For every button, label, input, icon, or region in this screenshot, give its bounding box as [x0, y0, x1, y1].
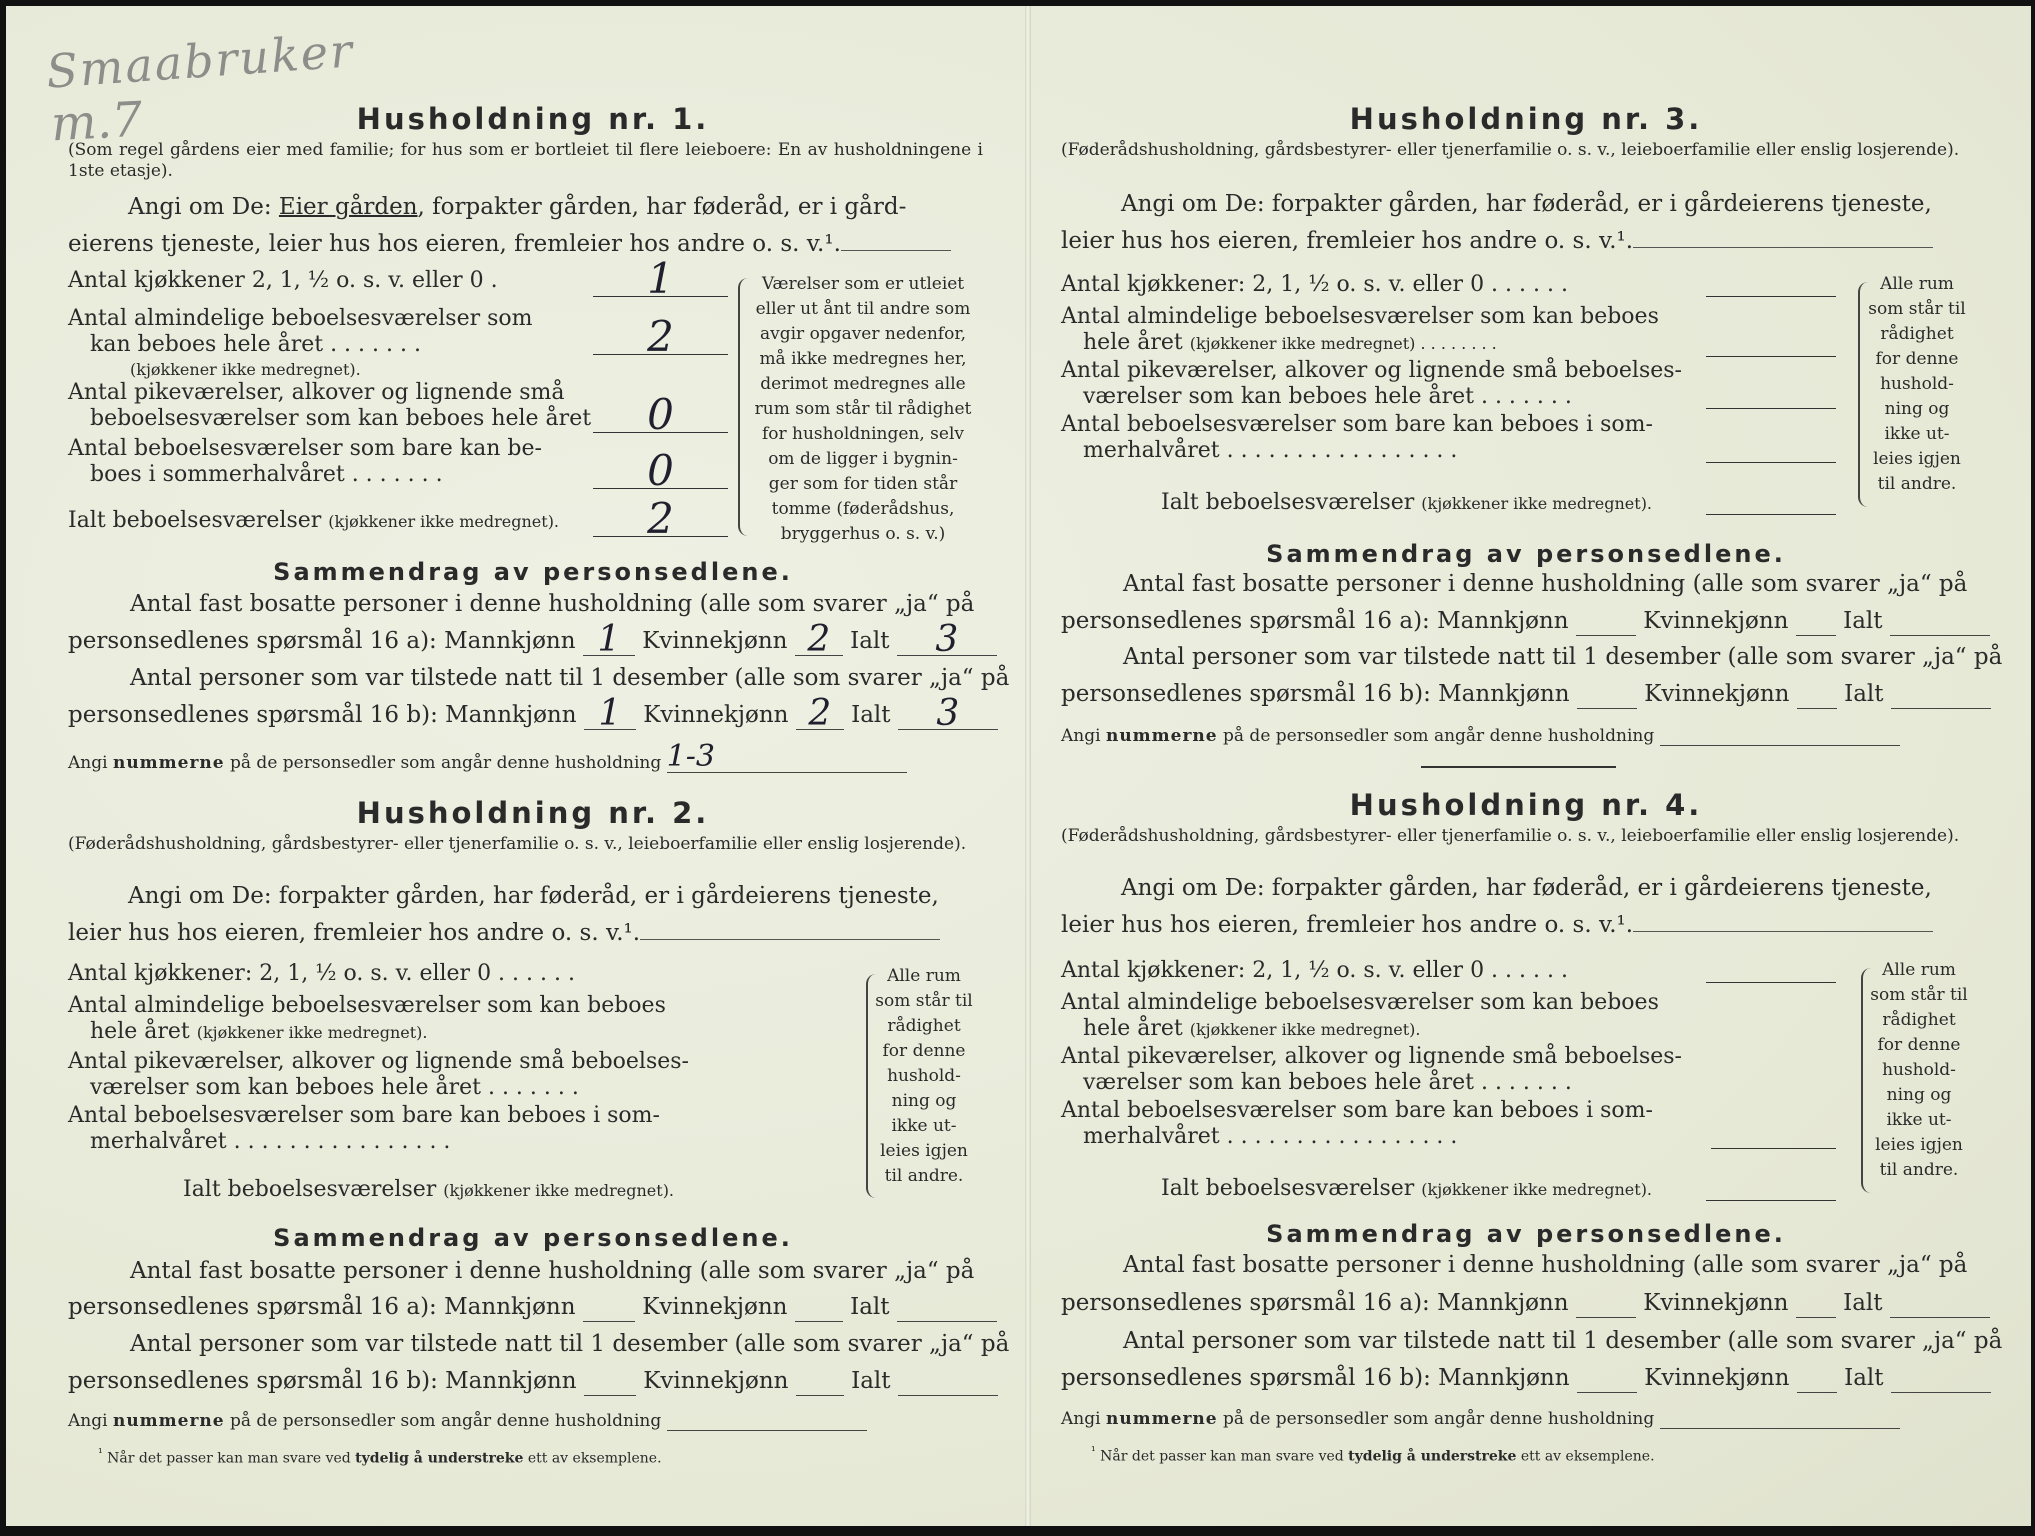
- summary-b-line: personsedlenes spørsmål 16 b): Mannkjønn Kvinnekjønn Ialt: [1061, 679, 1991, 709]
- summer-rooms-value[interactable]: 0: [593, 456, 728, 489]
- household-note: (Føderådshusholdning, gårdsbestyrer- eller tjenerfamilie o. s. v., leieboerfamilie eller enslig losjerende).: [1061, 140, 1960, 160]
- total-16b-field[interactable]: [1891, 1364, 1991, 1393]
- numbers-line: Angi nummerne på de personsedler som angår denne husholdning: [1061, 1409, 1900, 1429]
- summary-b-line: personsedlenes spørsmål 16 b): Mannkjønn Kvinnekjønn Ialt: [1061, 1363, 1991, 1393]
- handwritten-note-line2: m.7: [49, 91, 144, 153]
- person-numbers-value[interactable]: 1-3: [667, 744, 907, 773]
- row-label-2: boes i sommerhalvåret . . . . . . .: [90, 462, 443, 487]
- women-16b-value[interactable]: 2: [796, 701, 844, 730]
- angi-paragraph: Angi om De: forpakter gården, har føderåd, er i gårdeierens tjeneste, leier hus hos eieren, fremleier hos andre o. s. v.¹.: [1061, 191, 1932, 254]
- men-16b-value[interactable]: 1: [584, 701, 636, 730]
- summary-b-intro: Antal personer som var tilstede natt til 1 desember (alle som svarer „ja“ på: [1123, 1328, 2003, 1354]
- summary-title: Sammendrag av personsedlene.: [273, 1224, 793, 1252]
- household-note: (Som regel gårdens eier med familie; for hus som er bortleiet til flere leieboere: En av husholdningene i 1ste etasje).: [68, 140, 983, 181]
- household-title: Husholdning nr. 2.: [356, 796, 710, 830]
- census-form-sheet: [6, 6, 2031, 1526]
- summary-a-line: personsedlenes spørsmål 16 a): Mannkjønn Kvinnekjønn Ialt: [1061, 1288, 1991, 1318]
- person-numbers-field[interactable]: [667, 1412, 867, 1431]
- left-page: [68, 6, 1018, 1526]
- sidenote: Alle rum som står til rådighet for denne hushold- ning og ikke ut- leies igjen til andre.: [875, 966, 973, 1186]
- total-16a-field[interactable]: [897, 1293, 997, 1322]
- summary-title: Sammendrag av personsedlene.: [1266, 1220, 1786, 1248]
- row-label: Antal almindelige beboelsesværelser som: [68, 306, 533, 331]
- footnote: $^{^1}$ Når det passer kan man svare ved tydelig å understreke ett av eksemplene.: [98, 1446, 662, 1467]
- total-rooms-value[interactable]: 2: [593, 504, 728, 537]
- numbers-line: Angi nummerne på de personsedler som angår denne husholdning 1-3: [68, 744, 907, 773]
- row-label: Ialt beboelsesværelser (kjøkkener ikke medregnet).: [68, 508, 560, 533]
- women-16a-field[interactable]: [795, 1293, 843, 1322]
- household-2: Husholdning nr. 2. (Føderådshusholdning, gårdsbestyrer- eller tjenerfamilie o. s. v., leieboerfamilie eller enslig losjerende). Angi om De: forpakter gården, har føderåd, er i gårdeierens tjeneste, leier hus hos eieren, fremleier hos andre o. s. v.¹. Antal kjøkkener: 2, 1, ½ o. s. v. eller 0 . . . . . . Antal almindelige beboelsesværelser som kan beboes hele året (kjøkkener ikke medregnet). Antal pikeværelser, alkover og lignende små beboelses- værelser som kan beboes hele året . . . . . . . Antal beboelsesværelser som bare kan beboes i som- merhalvåret . . . . . . . . . . . . . . . . Ialt beboelsesværelser (kjøkkener ikke medregnet). Alle rum som står til rådighet for denne hushold- ning og ikke ut- leies igjen til andre. Sammendrag av personsedlene. Antal fast bosatte personer i denne husholdning (alle som svarer „ja“ på personsedlenes spørsmål 16 a): Mannkjønn Kvinnekjønn Ialt Antal personer som var tilstede natt til 1 desember (alle som svarer „ja“ på personsedlenes spørsmål 16 b): Mannkjønn Kvinnekjønn Ialt Angi nummerne på de personsedler som angår denne husholdning $^{^1}$ Når det passer kan man svare ved tydelig å understreke ett av eksemplene.: [68, 796, 1010, 1467]
- household-note: (Føderådshusholdning, gårdsbestyrer- eller tjenerfamilie o. s. v., leieboerfamilie eller enslig losjerende).: [68, 834, 967, 854]
- numbers-line: Angi nummerne på de personsedler som angår denne husholdning: [68, 1411, 867, 1431]
- handwritten-note-line1: Smaabruker: [44, 23, 356, 99]
- summary-title: Sammendrag av personsedlene.: [1266, 540, 1786, 568]
- summary-a-intro: Antal fast bosatte personer i denne husholdning (alle som svarer „ja“ på: [130, 591, 975, 617]
- men-16a-value[interactable]: 1: [583, 627, 635, 656]
- angi-paragraph: Angi om De: forpakter gården, har føderåd, er i gårdeierens tjeneste, leier hus hos eieren, fremleier hos andre o. s. v.¹.: [1061, 875, 1932, 938]
- numbers-line: Angi nummerne på de personsedler som angår denne husholdning: [1061, 726, 1900, 746]
- summary-a-line: personsedlenes spørsmål 16 a): Mannkjønn 1 Kvinnekjønn 2 Ialt 3: [68, 626, 998, 656]
- household-note: (Føderådshusholdning, gårdsbestyrer- eller tjenerfamilie o. s. v., leieboerfamilie eller enslig losjerende).: [1061, 826, 1960, 846]
- summary-title: Sammendrag av personsedlene.: [273, 558, 793, 586]
- row-label-2: kan beboes hele året . . . . . . .: [90, 332, 421, 357]
- women-16b-field[interactable]: [796, 1367, 844, 1396]
- section-divider: [1421, 766, 1616, 768]
- summary-b-intro: Antal personer som var tilstede natt til 1 desember (alle som svarer „ja“ på: [130, 1331, 1010, 1357]
- sidenote: Værelser som er utleiet eller ut ånt til andre som avgir opgaver nedenfor, må ikke medregnes her, derimot medregnes alle rum som står til rådighet for husholdningen, selv om de ligger i bygnin- ger som for tiden står tomme (føderådshus, bryggerhus o. s. v.): [754, 274, 972, 544]
- summary-a-intro: Antal fast bosatte personer i denne husholdning (alle som svarer „ja“ på: [130, 1258, 975, 1284]
- household-title: Husholdning nr. 4.: [1349, 788, 1703, 822]
- angi-paragraph: Angi om De: forpakter gården, har føderåd, er i gårdeierens tjeneste, leier hus hos eieren, fremleier hos andre o. s. v.¹.: [68, 883, 939, 946]
- men-16b-field[interactable]: [584, 1367, 636, 1396]
- household-3: Husholdning nr. 3. (Føderådshusholdning, gårdsbestyrer- eller tjenerfamilie o. s. v., leieboerfamilie eller enslig losjerende). Angi om De: forpakter gården, har føderåd, er i gårdeierens tjeneste, leier hus hos eieren, fremleier hos andre o. s. v.¹. Antal kjøkkener: 2, 1, ½ o. s. v. eller 0 . . . . . . Antal almindelige beboelsesværelser som kan beboes hele året (kjøkkener ikke medregnet) . . . . . . . . Antal pikeværelser, alkover og lignende små beboelses- værelser som kan beboes hele året . . . . . . . Antal beboelsesværelser som bare kan beboes i som- merhalvåret . . . . . . . . . . . . . . . . . Ialt beboelsesværelser (kjøkkener ikke medregnet). Alle rum som står til rådighet for denne hushold- ning og ikke ut- leies igjen til andre. Sammendrag av personsedlene. Antal fast bosatte personer i denne husholdning (alle som svarer „ja“ på personsedlenes spørsmål 16 a): Mannkjønn Kvinnekjønn Ialt Antal personer som var tilstede natt til 1 desember (alle som svarer „ja“ på personsedlenes spørsmål 16 b): Mannkjønn Kvinnekjønn Ialt Angi nummerne på de personsedler som angår denne husholdning: [1061, 6, 2011, 746]
- women-16b-field[interactable]: [1797, 1364, 1837, 1393]
- women-16a-field[interactable]: [1796, 1289, 1836, 1318]
- kitchens-value[interactable]: 1: [593, 264, 728, 297]
- total-16b-field[interactable]: [898, 1367, 998, 1396]
- men-16b-field[interactable]: [1577, 1364, 1637, 1393]
- summary-b-intro: Antal personer som var tilstede natt til 1 desember (alle som svarer „ja“ på: [130, 665, 1010, 691]
- angi-label: Angi om De:: [128, 194, 272, 220]
- row-label: Antal kjøkkener 2, 1, ½ o. s. v. eller 0 .: [68, 268, 498, 293]
- angi-options: , forpakter gården, har føderåd, er i gård-: [417, 194, 907, 220]
- total-16b-value[interactable]: 3: [898, 701, 998, 730]
- row-label: Antal beboelsesværelser som bare kan be-: [68, 436, 542, 461]
- total-16a-field[interactable]: [1890, 1289, 1990, 1318]
- row-label: Antal pikeværelser, alkover og lignende små: [68, 380, 565, 405]
- small-rooms-value[interactable]: 0: [593, 400, 728, 433]
- household-4: Husholdning nr. 4. (Føderådshusholdning, gårdsbestyrer- eller tjenerfamilie o. s. v., leieboerfamilie eller enslig losjerende). Angi om De: forpakter gården, har føderåd, er i gårdeierens tjeneste, leier hus hos eieren, fremleier hos andre o. s. v.¹. Antal kjøkkener: 2, 1, ½ o. s. v. eller 0 . . . . . . Antal almindelige beboelsesværelser som kan beboes hele året (kjøkkener ikke medregnet). Antal pikeværelser, alkover og lignende små beboelses- værelser som kan beboes hele året . . . . . . . Antal beboelsesværelser som bare kan beboes i som- merhalvåret . . . . . . . . . . . . . . . . . Ialt beboelsesværelser (kjøkkener ikke medregnet). Alle rum som står til rådighet for denne hushold- ning og ikke ut- leies igjen til andre. Sammendrag av personsedlene. Antal fast bosatte personer i denne husholdning (alle som svarer „ja“ på personsedlenes spørsmål 16 a): Mannkjønn Kvinnekjønn Ialt Antal personer som var tilstede natt til 1 desember (alle som svarer „ja“ på personsedlenes spørsmål 16 b): Mannkjønn Kvinnekjønn Ialt Angi nummerne på de personsedler som angår denne husholdning $^{^1}$ Når det passer kan man svare ved tydelig å understreke ett av eksemplene.: [1061, 788, 2003, 1465]
- sidenote: Alle rum som står til rådighet for denne hushold- ning og ikke ut- leies igjen til andre.: [1870, 960, 1968, 1180]
- summary-b-intro: Antal personer som var tilstede natt til 1 desember (alle som svarer „ja“ på: [1123, 644, 2003, 670]
- summary-a-line: personsedlenes spørsmål 16 a): Mannkjønn Kvinnekjønn Ialt: [68, 1292, 998, 1322]
- household-title: Husholdning nr. 3.: [1349, 102, 1703, 136]
- household-title: Husholdning nr. 1.: [356, 102, 710, 136]
- person-numbers-field[interactable]: [1660, 1412, 1900, 1429]
- ordinary-rooms-value[interactable]: 2: [593, 322, 728, 355]
- men-16a-field[interactable]: [1576, 1289, 1636, 1318]
- footnote: $^{^1}$ Når det passer kan man svare ved tydelig å understreke ett av eksemplene.: [1091, 1444, 1655, 1465]
- men-16a-field[interactable]: [583, 1293, 635, 1322]
- women-16a-value[interactable]: 2: [795, 627, 843, 656]
- angi-options-line2: eierens tjeneste, leier hus hos eieren, fremleier hos andre o. s. v.¹.: [68, 231, 841, 257]
- right-page: [1061, 6, 2011, 1526]
- row-label-2: beboelsesværelser som kan beboes hele året: [90, 406, 592, 431]
- sidenote: Alle rum som står til rådighet for denne hushold- ning og ikke ut- leies igjen til andre.: [1868, 274, 1966, 494]
- row-sub: (kjøkkener ikke medregnet).: [130, 360, 361, 379]
- summary-b-line: personsedlenes spørsmål 16 b): Mannkjønn 1 Kvinnekjønn 2 Ialt 3: [68, 700, 998, 730]
- summary-a-intro: Antal fast bosatte personer i denne husholdning (alle som svarer „ja“ på: [1123, 1252, 1968, 1278]
- summary-a-line: personsedlenes spørsmål 16 a): Mannkjønn Kvinnekjønn Ialt: [1061, 606, 1991, 636]
- summary-a-intro: Antal fast bosatte personer i denne husholdning (alle som svarer „ja“ på: [1123, 571, 1968, 597]
- total-16a-value[interactable]: 3: [897, 627, 997, 656]
- angi-answer-eier-garden[interactable]: Eier gården: [278, 194, 418, 220]
- page-fold: [1025, 6, 1031, 1526]
- summary-b-line: personsedlenes spørsmål 16 b): Mannkjønn Kvinnekjønn Ialt: [68, 1366, 998, 1396]
